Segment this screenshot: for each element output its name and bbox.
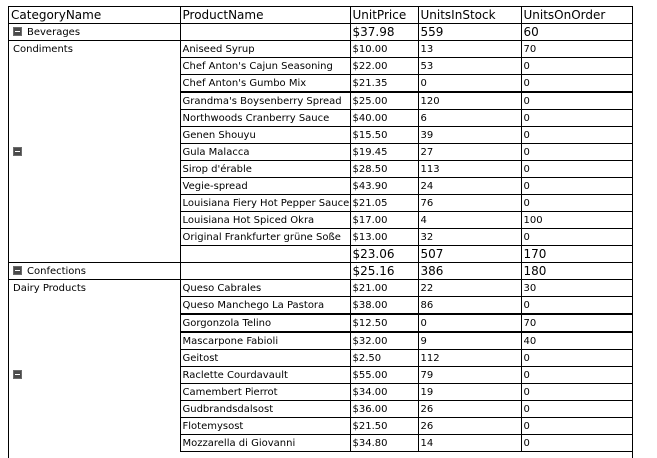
category-cell — [9, 41, 180, 58]
units-on-order-cell[interactable]: 0 — [521, 75, 632, 93]
category-cell — [9, 435, 180, 452]
units-in-stock-cell[interactable]: 26 — [418, 401, 521, 418]
unit-price-cell[interactable]: $13.00 — [350, 229, 418, 246]
category-cell — [9, 384, 180, 401]
unit-price-cell[interactable]: $34.80 — [350, 435, 418, 452]
product-cell-empty — [180, 263, 350, 280]
product-cell-empty — [180, 246, 350, 263]
unit-price-cell[interactable]: $28.50 — [350, 161, 418, 178]
unit-price-cell[interactable]: $40.00 — [350, 110, 418, 127]
units-on-order-cell[interactable]: 0 — [521, 92, 632, 110]
units-in-stock-cell[interactable]: 79 — [418, 367, 521, 384]
collapse-toggle-icon[interactable] — [13, 266, 22, 275]
table-row[interactable] — [9, 418, 632, 435]
column-header-category[interactable]: CategoryName — [9, 7, 180, 24]
table-row[interactable] — [9, 195, 632, 212]
category-label: Beverages — [27, 26, 81, 38]
units-on-order-cell[interactable]: 0 — [521, 350, 632, 367]
product-name-cell[interactable]: Vegie-spread — [180, 178, 350, 195]
units-on-order-cell[interactable]: 0 — [521, 297, 632, 315]
product-name-cell[interactable]: Genen Shouyu — [180, 127, 350, 144]
table-row[interactable] — [9, 229, 632, 246]
unit-price-cell[interactable]: $22.00 — [350, 58, 418, 75]
units-on-order-cell[interactable]: 0 — [521, 384, 632, 401]
category-cell — [9, 212, 180, 229]
collapse-toggle-icon[interactable] — [13, 370, 22, 379]
summary-unit-price: $23.06 — [350, 246, 418, 263]
unit-price-cell[interactable]: $17.00 — [350, 212, 418, 229]
pivot-grid — [8, 6, 633, 458]
summary-unit-price: $25.16 — [350, 263, 418, 280]
product-name-cell[interactable]: Gorgonzola Telino — [180, 314, 350, 332]
unit-price-cell[interactable]: $55.00 — [350, 367, 418, 384]
table-row[interactable] — [9, 401, 632, 418]
category-label: Confections — [27, 265, 86, 277]
table-row[interactable] — [9, 350, 632, 367]
units-on-order-cell[interactable]: 0 — [521, 110, 632, 127]
product-name-cell[interactable]: Queso Cabrales — [180, 280, 350, 297]
table-row[interactable] — [9, 127, 632, 144]
collapse-toggle-icon[interactable] — [13, 147, 22, 156]
product-name-cell[interactable]: Queso Manchego La Pastora — [180, 297, 350, 315]
units-in-stock-cell[interactable]: 32 — [418, 229, 521, 246]
table-row[interactable] — [9, 92, 632, 110]
product-name-cell[interactable]: Louisiana Fiery Hot Pepper Sauce — [180, 195, 350, 212]
product-cell-empty — [180, 24, 350, 41]
table-row[interactable] — [9, 367, 632, 384]
category-cell — [9, 350, 180, 367]
product-name-cell[interactable]: Camembert Pierrot — [180, 384, 350, 401]
category-cell — [9, 229, 180, 246]
units-on-order-cell[interactable]: 0 — [521, 367, 632, 384]
unit-price-cell[interactable]: $32.00 — [350, 332, 418, 350]
category-cell[interactable] — [9, 367, 180, 384]
units-on-order-cell[interactable]: 70 — [521, 41, 632, 58]
category-cell[interactable] — [9, 24, 180, 41]
category-cell — [9, 127, 180, 144]
collapse-toggle-icon[interactable] — [13, 27, 22, 36]
unit-price-cell[interactable]: $21.50 — [350, 418, 418, 435]
units-in-stock-cell[interactable]: 112 — [418, 350, 521, 367]
unit-price-cell[interactable]: $15.50 — [350, 127, 418, 144]
unit-price-cell[interactable]: $10.00 — [350, 41, 418, 58]
product-name-cell[interactable]: Sirop d'érable — [180, 161, 350, 178]
summary-units-in-stock: 559 — [418, 24, 521, 41]
group-summary-row[interactable] — [9, 263, 632, 280]
category-cell — [9, 178, 180, 195]
category-label: Condiments — [13, 43, 73, 55]
product-name-cell[interactable]: Chef Anton's Cajun Seasoning — [180, 58, 350, 75]
category-cell — [9, 58, 180, 75]
units-on-order-cell[interactable]: 0 — [521, 178, 632, 195]
group-summary-row — [9, 246, 632, 263]
unit-price-cell[interactable]: $36.00 — [350, 401, 418, 418]
units-in-stock-cell[interactable]: 0 — [418, 75, 521, 93]
column-header-unit-price[interactable]: UnitPrice — [350, 7, 418, 24]
units-in-stock-cell[interactable]: 13 — [418, 41, 521, 58]
product-name-cell[interactable]: Raclette Courdavault — [180, 367, 350, 384]
category-cell — [9, 332, 180, 350]
table-row[interactable] — [9, 75, 632, 93]
table-row[interactable] — [9, 212, 632, 229]
units-on-order-cell[interactable]: 0 — [521, 127, 632, 144]
table-row[interactable] — [9, 58, 632, 75]
product-name-cell[interactable]: Aniseed Syrup — [180, 41, 350, 58]
category-cell[interactable] — [9, 144, 180, 161]
units-in-stock-cell[interactable]: 4 — [418, 212, 521, 229]
units-on-order-cell[interactable]: 0 — [521, 195, 632, 212]
units-in-stock-cell[interactable]: 22 — [418, 280, 521, 297]
category-cell[interactable] — [9, 263, 180, 280]
units-on-order-cell[interactable]: 0 — [521, 144, 632, 161]
category-cell — [9, 92, 180, 110]
units-on-order-cell[interactable]: 70 — [521, 314, 632, 332]
product-name-cell[interactable]: Grandma's Boysenberry Spread — [180, 92, 350, 110]
units-in-stock-cell[interactable]: 86 — [418, 297, 521, 315]
units-in-stock-cell[interactable]: 9 — [418, 332, 521, 350]
column-header-units-on-order[interactable]: UnitsOnOrder — [521, 7, 632, 24]
table-row[interactable] — [9, 435, 632, 452]
table-row[interactable] — [9, 144, 632, 161]
product-name-cell[interactable]: Louisiana Hot Spiced Okra — [180, 212, 350, 229]
table-row[interactable] — [9, 332, 632, 350]
units-on-order-cell[interactable]: 0 — [521, 161, 632, 178]
category-label: Dairy Products — [13, 282, 86, 294]
units-on-order-cell[interactable]: 100 — [521, 212, 632, 229]
table-row[interactable] — [9, 280, 632, 297]
unit-price-cell[interactable]: $21.00 — [350, 280, 418, 297]
units-in-stock-cell[interactable]: 113 — [418, 161, 521, 178]
units-on-order-cell[interactable]: 0 — [521, 418, 632, 435]
units-on-order-cell[interactable]: 0 — [521, 229, 632, 246]
product-name-cell[interactable]: Flotemysost — [180, 418, 350, 435]
product-name-cell[interactable]: Gudbrandsdalsost — [180, 401, 350, 418]
summary-units-on-order: 180 — [521, 263, 632, 280]
unit-price-cell[interactable]: $19.45 — [350, 144, 418, 161]
units-on-order-cell[interactable]: 0 — [521, 435, 632, 452]
table-row[interactable] — [9, 110, 632, 127]
category-cell — [9, 418, 180, 435]
units-in-stock-cell[interactable]: 39 — [418, 127, 521, 144]
units-in-stock-cell[interactable]: 53 — [418, 58, 521, 75]
summary-unit-price: $37.98 — [350, 24, 418, 41]
category-cell — [9, 314, 180, 332]
category-cell — [9, 195, 180, 212]
unit-price-cell[interactable]: $25.00 — [350, 92, 418, 110]
units-on-order-cell[interactable]: 0 — [521, 401, 632, 418]
product-name-cell[interactable]: Gula Malacca — [180, 144, 350, 161]
unit-price-cell[interactable]: $34.00 — [350, 384, 418, 401]
summary-units-on-order: 60 — [521, 24, 632, 41]
category-cell — [9, 401, 180, 418]
units-in-stock-cell[interactable]: 120 — [418, 92, 521, 110]
summary-units-on-order: 170 — [521, 246, 632, 263]
unit-price-cell[interactable]: $2.50 — [350, 350, 418, 367]
units-on-order-cell[interactable]: 0 — [521, 58, 632, 75]
unit-price-cell[interactable]: $21.05 — [350, 195, 418, 212]
table-row[interactable] — [9, 161, 632, 178]
unit-price-cell[interactable]: $38.00 — [350, 297, 418, 315]
units-in-stock-cell[interactable]: 24 — [418, 178, 521, 195]
units-in-stock-cell[interactable]: 14 — [418, 435, 521, 452]
product-name-cell[interactable]: Original Frankfurter grüne Soße — [180, 229, 350, 246]
product-name-cell[interactable]: Geitost — [180, 350, 350, 367]
category-cell — [9, 75, 180, 93]
group-summary-row[interactable] — [9, 24, 632, 41]
table-row[interactable] — [9, 41, 632, 58]
category-cell-end — [9, 246, 180, 263]
summary-units-in-stock: 386 — [418, 263, 521, 280]
unit-price-cell[interactable]: $21.35 — [350, 75, 418, 93]
table-row[interactable] — [9, 314, 632, 332]
units-on-order-cell[interactable]: 30 — [521, 280, 632, 297]
table-row[interactable] — [9, 384, 632, 401]
product-name-cell[interactable]: Chef Anton's Gumbo Mix — [180, 75, 350, 93]
units-in-stock-cell[interactable]: 27 — [418, 144, 521, 161]
units-in-stock-cell[interactable]: 26 — [418, 418, 521, 435]
category-cell — [9, 297, 180, 315]
units-on-order-cell[interactable]: 40 — [521, 332, 632, 350]
unit-price-cell[interactable]: $12.50 — [350, 314, 418, 332]
table-row[interactable] — [9, 297, 632, 315]
column-header-product[interactable]: ProductName — [180, 7, 350, 24]
product-name-cell[interactable]: Mozzarella di Giovanni — [180, 435, 350, 452]
units-in-stock-cell[interactable]: 19 — [418, 384, 521, 401]
category-cell — [9, 110, 180, 127]
units-in-stock-cell[interactable]: 0 — [418, 314, 521, 332]
units-in-stock-cell[interactable]: 6 — [418, 110, 521, 127]
grid-body — [9, 24, 632, 452]
summary-units-in-stock: 507 — [418, 246, 521, 263]
header-row — [9, 7, 632, 24]
product-name-cell[interactable]: Northwoods Cranberry Sauce — [180, 110, 350, 127]
category-cell — [9, 161, 180, 178]
product-name-cell[interactable]: Mascarpone Fabioli — [180, 332, 350, 350]
column-header-units-in-stock[interactable]: UnitsInStock — [418, 7, 521, 24]
unit-price-cell[interactable]: $43.90 — [350, 178, 418, 195]
category-cell — [9, 280, 180, 297]
units-in-stock-cell[interactable]: 76 — [418, 195, 521, 212]
table-row[interactable] — [9, 178, 632, 195]
data-table — [9, 6, 632, 452]
